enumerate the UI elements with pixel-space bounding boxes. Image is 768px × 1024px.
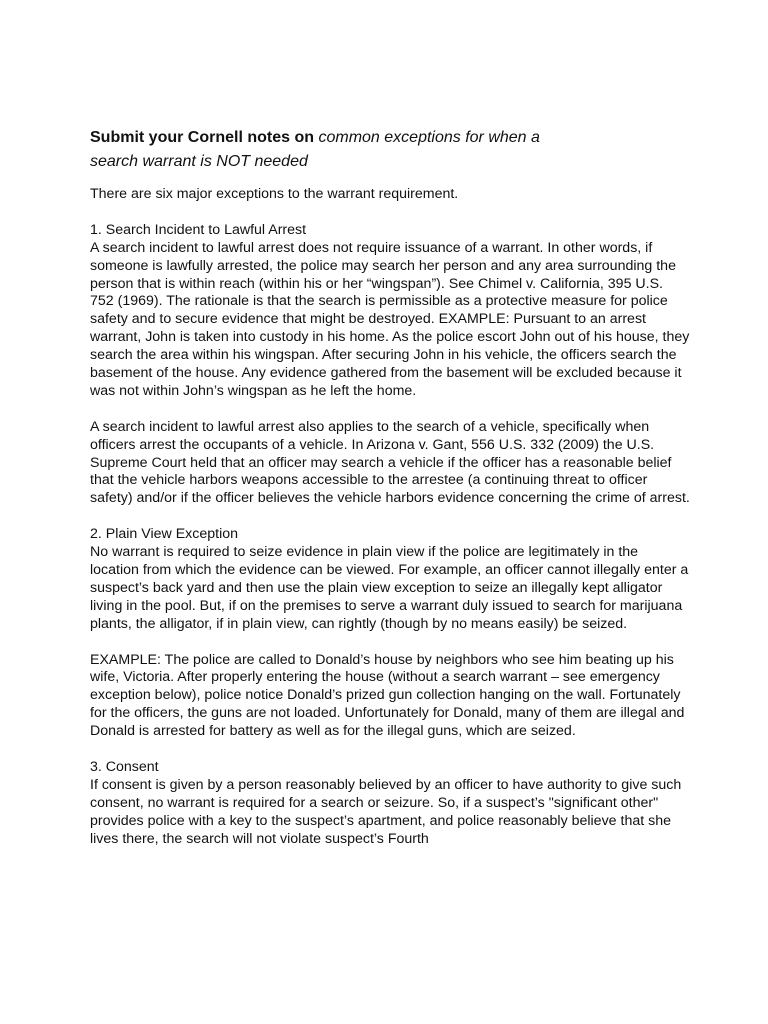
section-search-incident [90, 222, 690, 401]
title-italic-part-2: search warrant is NOT needed [90, 153, 308, 170]
section-heading: 3. Consent [90, 758, 159, 775]
section-paragraph-example: EXAMPLE: The police are called to Donald’s house by neighbors who see him beating up his wife, Victoria. After properly entering the house (without a search warrant – see emergency exception below), police notice Donald’s prized gun collection hanging on the wall. Fortunately for the officers, the guns are not loaded. Unfortunately for Donald, many of them are illegal and Donald is arrested for battery as well as for the illegal guns, which are seized. [90, 651, 685, 740]
title-italic-part-1: common exceptions for when a [318, 129, 540, 146]
section-paragraph: If consent is given by a person reasonably believed by an officer to have authority to give such consent, no warrant is required for a search or seizure. So, if a suspect’s "significant other" provides police with a key to the suspect’s apartment, and police reasonably believe that she lives there, the search will not violate suspect’s Fourth [90, 776, 682, 847]
section-consent [90, 759, 690, 849]
intro-paragraph: There are six major exceptions to the warrant requirement. [90, 186, 459, 202]
section-paragraph-vehicle: A search incident to lawful arrest also applies to the search of a vehicle, specifically when officers arrest the occupants of a vehicle. In Arizona v. Gant, 556 U.S. 332 (2009) the U.S. Supreme Court held that an officer may search a vehicle if the officer has a reasonable belief that the vehicle harbors weapons accessible to the arrestee (a continuing threat to officer safety) and/or if the officer believes the vehicle harbors evidence concerning the crime of arrest. [90, 418, 690, 507]
page-title [90, 126, 690, 174]
title-bold-part: Submit your Cornell notes on [90, 129, 315, 146]
section-plain-view [90, 526, 690, 633]
document-page [90, 0, 690, 1024]
section-heading: 2. Plain View Exception [90, 526, 239, 543]
section-paragraph: A search incident to lawful arrest does not require issuance of a warrant. In other words, if someone is lawfully arrested, the police may search her person and any area surrounding the person that is within reach (within his or her “wingspan”). See Chimel v. California, 395 U.S. 752 (1969). The rationale is that the search is permissible as a protective measure for police safety and to secure evidence that might be destroyed. EXAMPLE: Pursuant to an arrest warrant, John is taken into custody in his home. As the police escort John out of his house, they search the area within his wingspan. After securing John in his vehicle, the officers search the basement of the house. Any evidence gathered from the basement will be excluded because it was not within John’s wingspan as he left the home. [90, 239, 690, 399]
section-heading: 1. Search Incident to Lawful Arrest [90, 221, 307, 238]
section-paragraph: No warrant is required to seize evidence in plain view if the police are legitimately in the location from which the evidence can be viewed. For example, an officer cannot illegally enter a suspect’s back yard and then use the plain view exception to seize an illegally kept alligator living in the pool. But, if on the premises to serve a warrant duly issued to search for marijuana plants, the alligator, if in plain view, can rightly (though by no means easily) be seized. [90, 544, 689, 632]
document-body [90, 186, 690, 866]
